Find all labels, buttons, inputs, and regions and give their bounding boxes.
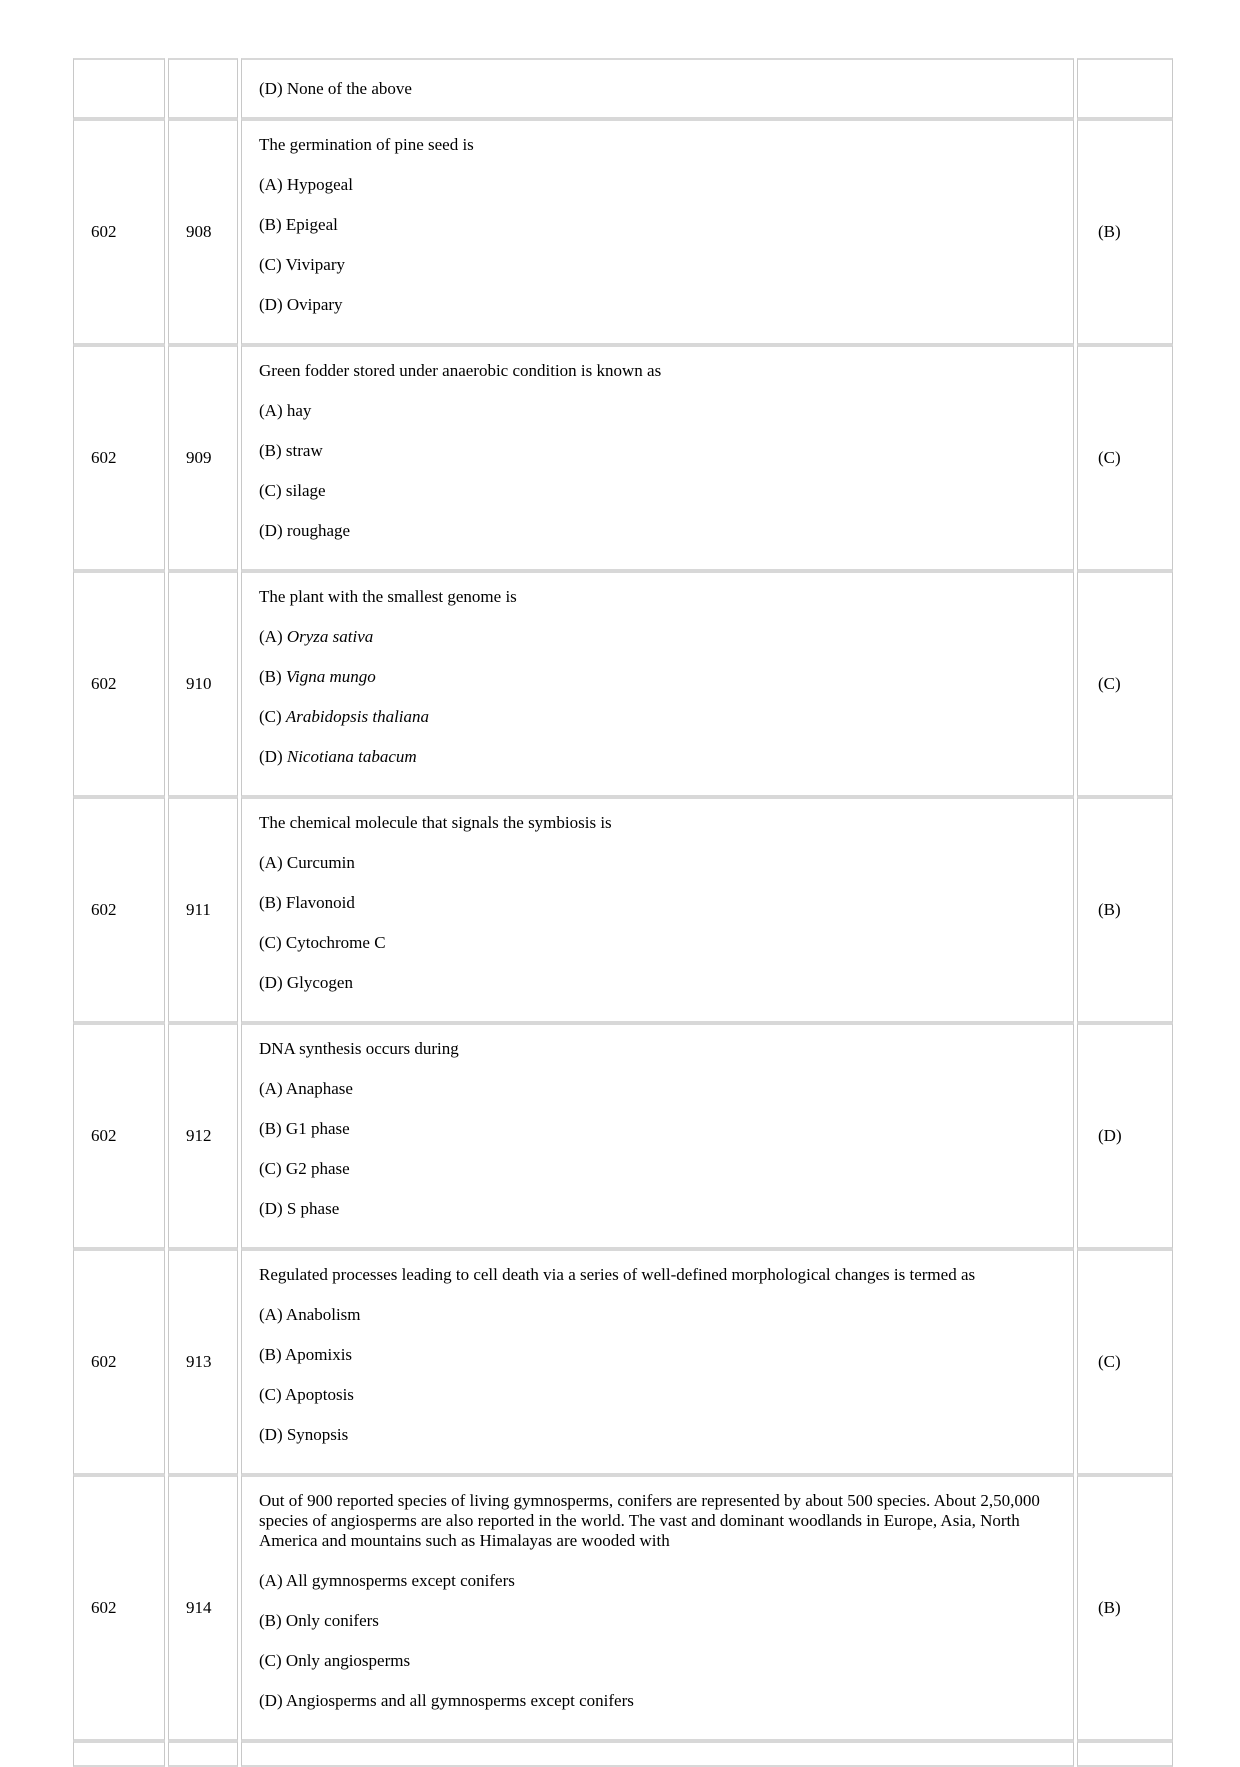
question-cell bbox=[241, 571, 1074, 797]
option-a: (A) hay bbox=[259, 401, 312, 420]
option-d: (D) Ovipary bbox=[259, 295, 343, 314]
answer-cell: (B) bbox=[1077, 797, 1173, 1023]
question-text: Green fodder stored under anaerobic condition is known as bbox=[259, 361, 662, 380]
question-cell bbox=[241, 119, 1074, 345]
subject-code-cell: 602 bbox=[73, 797, 165, 1023]
question-number-cell: 908 bbox=[168, 119, 238, 345]
subject-code-cell: 602 bbox=[73, 119, 165, 345]
option-d bbox=[259, 747, 1056, 767]
option-d: (D) Angiosperms and all gymnosperms except conifers bbox=[259, 1691, 634, 1710]
option-c: (C) Only angiosperms bbox=[259, 1651, 411, 1670]
option-d: (D) S phase bbox=[259, 1199, 340, 1218]
question-text: The chemical molecule that signals the symbiosis is bbox=[259, 813, 612, 832]
question-text: The plant with the smallest genome is bbox=[259, 587, 517, 606]
table-row bbox=[73, 345, 1173, 571]
question-cell bbox=[241, 58, 1074, 119]
subject-code-cell: 602 bbox=[73, 1023, 165, 1249]
question-number-cell: 911 bbox=[168, 797, 238, 1023]
question-cell bbox=[241, 797, 1074, 1023]
question-cell bbox=[241, 1249, 1074, 1475]
answer-cell: (B) bbox=[1077, 119, 1173, 345]
option-d: (D) Glycogen bbox=[259, 973, 353, 992]
question-text: DNA synthesis occurs during bbox=[259, 1039, 459, 1058]
answer-cell: (B) bbox=[1077, 1475, 1173, 1741]
option-c: (C) Apoptosis bbox=[259, 1385, 354, 1404]
subject-code-cell: 602 bbox=[73, 345, 165, 571]
option-prefix: (C) bbox=[259, 707, 286, 726]
species-name: Arabidopsis thaliana bbox=[285, 707, 430, 726]
question-cell bbox=[241, 345, 1074, 571]
option-c: (C) silage bbox=[259, 481, 326, 500]
option-prefix: (B) bbox=[259, 667, 286, 686]
table-row-partial-previous bbox=[73, 58, 1173, 119]
question-number-cell bbox=[168, 58, 238, 119]
option-a: (A) Anaphase bbox=[259, 1079, 353, 1098]
answer-cell: (C) bbox=[1077, 1249, 1173, 1475]
question-number-cell bbox=[168, 1741, 238, 1767]
question-text: The germination of pine seed is bbox=[259, 135, 474, 154]
species-name: Vigna mungo bbox=[285, 667, 376, 686]
option-b: (B) straw bbox=[259, 441, 323, 460]
option-d: (D) Synopsis bbox=[259, 1425, 349, 1444]
option-b bbox=[259, 667, 1056, 687]
table-row-partial-next bbox=[73, 1741, 1173, 1767]
option-b: (B) G1 phase bbox=[259, 1119, 350, 1138]
species-name: Oryza sativa bbox=[286, 627, 374, 646]
option-b: (B) Flavonoid bbox=[259, 893, 355, 912]
answer-cell bbox=[1077, 1741, 1173, 1767]
question-text: Out of 900 reported species of living gymnosperms, conifers are represented by about 500 species. About 2,50,000 species of angiosperms are also reported in the world. The vast and dominant woodlands in Europe, Asia, North America and mountains such as Himalayas are wooded with bbox=[259, 1491, 1040, 1550]
option-prefix: (D) bbox=[259, 747, 287, 766]
option-a: (A) Hypogeal bbox=[259, 175, 353, 194]
question-number-cell: 910 bbox=[168, 571, 238, 797]
subject-code-cell bbox=[73, 1741, 165, 1767]
answer-cell: (D) bbox=[1077, 1023, 1173, 1249]
option-c bbox=[259, 707, 1056, 727]
question-answer-sheet bbox=[73, 58, 1176, 1710]
question-number-cell: 912 bbox=[168, 1023, 238, 1249]
option-a bbox=[259, 627, 1056, 647]
subject-code-cell: 602 bbox=[73, 1249, 165, 1475]
option-a: (A) Anabolism bbox=[259, 1305, 361, 1324]
option-b: (B) Epigeal bbox=[259, 215, 338, 234]
option-d: (D) None of the above bbox=[259, 78, 412, 98]
table-row bbox=[73, 1023, 1173, 1249]
table-row bbox=[73, 119, 1173, 345]
question-text: Regulated processes leading to cell death via a series of well-defined morphological changes is termed as bbox=[259, 1265, 976, 1284]
question-number-cell: 909 bbox=[168, 345, 238, 571]
answer-cell: (C) bbox=[1077, 571, 1173, 797]
table-row bbox=[73, 1475, 1173, 1741]
question-table bbox=[70, 58, 1176, 1767]
question-cell bbox=[241, 1741, 1074, 1767]
option-prefix: (A) bbox=[259, 627, 287, 646]
subject-code-cell: 602 bbox=[73, 1475, 165, 1741]
question-number-cell: 914 bbox=[168, 1475, 238, 1741]
question-number-cell: 913 bbox=[168, 1249, 238, 1475]
option-c: (C) G2 phase bbox=[259, 1159, 350, 1178]
option-b: (B) Apomixis bbox=[259, 1345, 353, 1364]
answer-cell bbox=[1077, 58, 1173, 119]
table-row bbox=[73, 571, 1173, 797]
option-a: (A) Curcumin bbox=[259, 853, 355, 872]
species-name: Nicotiana tabacum bbox=[286, 747, 417, 766]
answer-cell: (C) bbox=[1077, 345, 1173, 571]
option-d: (D) roughage bbox=[259, 521, 351, 540]
question-cell bbox=[241, 1475, 1074, 1741]
table-row bbox=[73, 1249, 1173, 1475]
option-c: (C) Cytochrome C bbox=[259, 933, 386, 952]
subject-code-cell bbox=[73, 58, 165, 119]
table-row bbox=[73, 797, 1173, 1023]
option-c: (C) Vivipary bbox=[259, 255, 346, 274]
subject-code-cell: 602 bbox=[73, 571, 165, 797]
option-b: (B) Only conifers bbox=[259, 1611, 379, 1630]
question-cell bbox=[241, 1023, 1074, 1249]
option-a: (A) All gymnosperms except conifers bbox=[259, 1571, 515, 1590]
